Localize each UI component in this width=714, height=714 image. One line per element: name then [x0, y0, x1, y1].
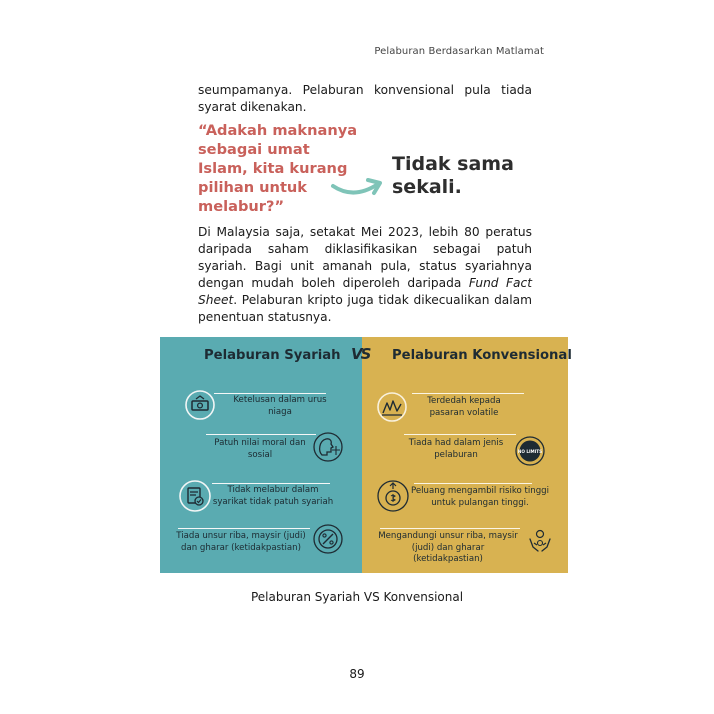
moral-scale-icon [312, 431, 344, 463]
compliance-document-icon [178, 479, 210, 511]
syariah-item-2: Patuh nilai moral dan sosial [214, 438, 306, 460]
konvensional-item-3: Peluang mengambil risiko tinggi untuk pulangan tinggi. [410, 486, 549, 508]
page-number: 89 [349, 667, 365, 681]
divider-line [212, 483, 330, 484]
no-limits-badge-text: NO LIMITS [517, 449, 543, 454]
volatile-chart-icon [376, 391, 408, 423]
syariah-panel [160, 337, 362, 573]
figure-caption: Pelaburan Syariah VS Konvensional [250, 590, 464, 604]
pull-quote: “Adakah maknanya sebagai umat Islam, kita kurang pilihan untuk melabur?” [198, 122, 358, 215]
syariah-item-1: Ketelusan dalam urus niaga [233, 395, 327, 417]
money-transparency-icon [184, 389, 216, 421]
paragraph-intro: seumpamanya. Pelaburan konvensional pula tiada syarat dikenakan. [198, 83, 532, 114]
paragraph-body-part2: . Pelaburan kripto juga tidak dikecualikan dalam penentuan statusnya. [198, 293, 532, 324]
no-riba-percent-icon [312, 523, 344, 555]
syariah-item-4: Tiada unsur riba, maysir (judi) dan gharar (ketidakpastian) [176, 531, 306, 553]
no-limits-badge-icon [514, 435, 546, 467]
divider-line [380, 528, 520, 529]
konvensional-item-2: Tiada had dalam jenis pelaburan [408, 438, 504, 460]
divider-line [206, 434, 316, 435]
curved-arrow-icon [330, 172, 386, 202]
hands-money-icon [524, 525, 556, 557]
divider-line [414, 483, 532, 484]
divider-line [178, 528, 310, 529]
divider-line [404, 434, 516, 435]
syariah-title: Pelaburan Syariah [204, 348, 341, 363]
paragraph-body-part1: Di Malaysia saja, setakat Mei 2023, lebih 80 peratus daripada saham diklasifikasikan sebagai patuh syariah. Bagi unit amanah pula, status syariahnya dengan mudah boleh diperoleh daripada [198, 225, 532, 290]
konvensional-title: Pelaburan Konvensional [392, 348, 572, 363]
konvensional-item-1: Terdedah kepada pasaran volatile [427, 396, 501, 418]
answer-text: Tidak sama sekali. [392, 153, 514, 198]
comparison-infographic [160, 337, 572, 573]
running-head: Pelaburan Berdasarkan Matlamat [374, 46, 544, 57]
divider-line [214, 393, 326, 394]
divider-line [412, 393, 524, 394]
money-growth-icon [376, 479, 408, 511]
paragraph-body-emphasis: Fund Fact Sheet [198, 276, 532, 307]
paragraph-body [198, 224, 532, 326]
syariah-item-3: Tidak melabur dalam syarikat tidak patuh syariah [212, 485, 334, 507]
konvensional-panel [362, 337, 572, 573]
konvensional-item-4: Mengandungi unsur riba, maysir (judi) dan gharar (ketidakpastian) [378, 531, 518, 564]
vs-label: VS [351, 345, 370, 363]
